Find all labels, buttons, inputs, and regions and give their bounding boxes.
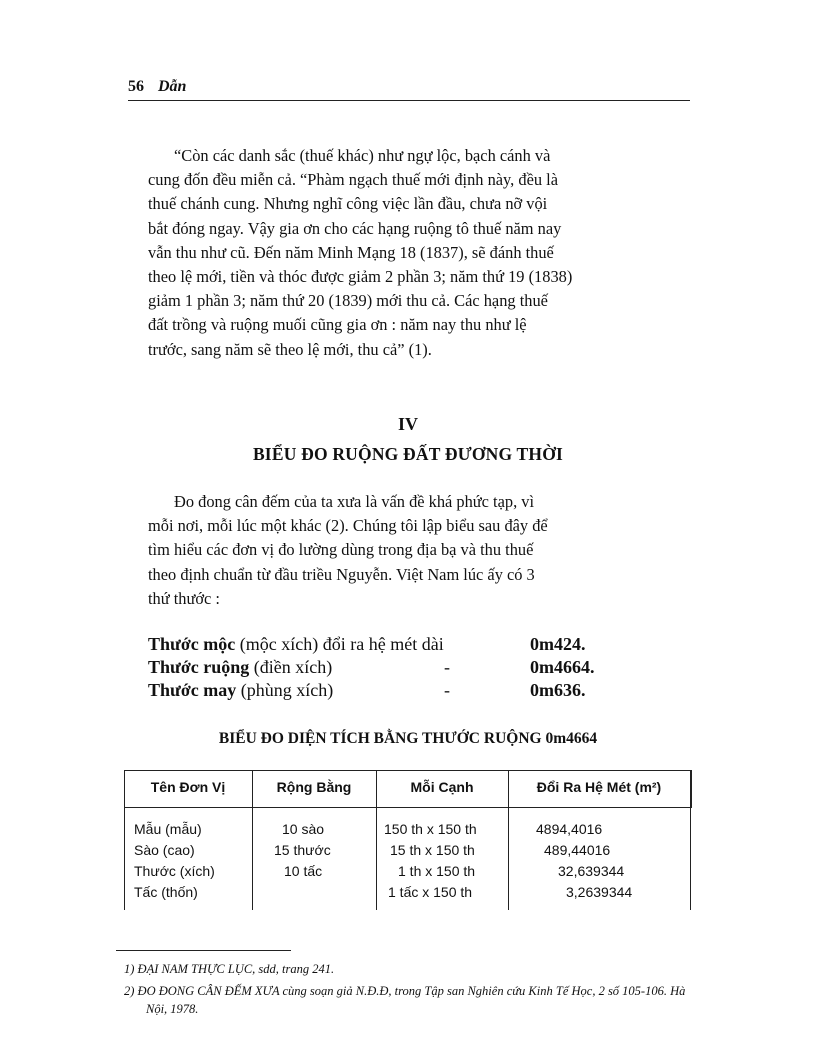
ruler-value: 0m424. [530,634,586,654]
ruler-name: Thước may [148,680,237,700]
ruler-row [148,680,628,703]
paragraph-line: thứ thước : [148,588,220,608]
table-cell: 1 th x 150 th [398,863,476,879]
table-cell: 1 tấc x 150 th [388,884,473,900]
ruler-value: 0m4664. [530,657,595,677]
footnote [124,960,696,978]
section-title: BIỂU ĐO RUỘNG ĐẤT ĐƯƠNG THỜI [252,444,564,464]
table-cell: 10 sào [282,821,325,837]
footnote-divider [116,950,291,951]
paragraph-line: theo lệ mới, tiền và thóc được giảm 2 phần 3; năm thứ 19 (1838) [148,267,573,287]
paragraph-line: cung đốn đều miễn cả. “Phàm ngạch thuế mới định này, đều là [148,170,558,190]
table-cell: 4894,4016 [536,821,603,837]
running-title: Dẫn [158,78,187,95]
table-cell: Sào (cao) [134,842,195,858]
table-cell: Mẫu (mẫu) [134,821,202,837]
table-cell: 10 tấc [284,863,323,879]
paragraph-line: vẫn thu như cũ. Đến năm Minh Mạng 18 (1837), sẽ đánh thuế [148,242,554,262]
table-cell: 489,44016 [544,842,611,858]
table-header-cell: Tên Đơn Vị [150,779,226,795]
table-cell: 150 th x 150 th [384,821,477,837]
table-cell: 32,639344 [558,863,625,879]
ruler-dash: - [444,680,450,700]
ruler-row [148,634,628,657]
table-cell: 15 th x 150 th [390,842,475,858]
paragraph-line: mỗi nơi, mỗi lúc một khác (2). Chúng tôi lập biểu sau đây để [148,516,548,536]
paragraph-line: trước, sang năm sẽ theo lệ mới, thu cả” (1). [148,339,432,359]
footnote-text: 2) ĐO ĐONG CÂN ĐẾM XƯA cùng soạn giả N.Đ.Đ, trong Tập san Nghiên cứu Kinh Tế Học, 2 số 105-106. Hà Nội, 1978. [124,984,686,1016]
paragraph-line: tìm hiểu các đơn vị đo lường dùng trong địa bạ và thu thuế [148,540,534,560]
paragraph-line: Đo đong cân đếm của ta xưa là vấn đề khá phức tạp, vì [174,492,535,511]
measurement-table [124,770,692,910]
table-header-cell: Rộng Bằng [276,779,352,795]
table-header-cell: Mỗi Cạnh [410,779,474,795]
ruler-name: Thước ruộng [148,657,250,677]
table-header-cell: Đổi Ra Hệ Mét (m²) [536,779,662,795]
ruler-name: Thước mộc [148,634,236,654]
table-cell: 3,2639344 [566,884,633,900]
table-title: BIỂU ĐO DIỆN TÍCH BẰNG THƯỚC RUỘNG 0m4664 [218,730,598,747]
ruler-row [148,657,628,680]
section-number: IV [397,414,418,434]
ruler-value: 0m636. [530,680,586,700]
table-divider [690,770,691,910]
table-cell: Thước (xích) [134,863,215,879]
table-cell: 15 thước [274,842,331,858]
paragraph-line: bắt đóng ngay. Vậy gia ơn cho các hạng ruộng tô thuế năm nay [148,218,562,238]
paragraph-line: theo định chuẩn từ đầu triều Nguyễn. Việt Nam lúc ấy có 3 [148,564,535,584]
paragraph-quote [148,144,696,362]
footnote-text: 1) ĐẠI NAM THỰC LỤC, sdd, trang 241. [124,962,335,976]
paragraph-line: giảm 1 phần 3; năm thứ 20 (1839) mới thu cả. Các hạng thuế [148,291,548,311]
ruler-dash: - [444,657,450,677]
paragraph-line: đất trồng và ruộng muối cũng gia ơn : năm nay thu như lệ [148,315,527,335]
footnote [124,982,696,1018]
paragraph-intro [148,490,696,611]
ruler-list [148,634,628,703]
ruler-desc: (mộc xích) đổi ra hệ mét dài [239,634,444,654]
table-cell: Tấc (thốn) [134,884,198,900]
page-header [128,76,690,101]
page-number: 56 [128,78,144,95]
ruler-desc: (điền xích) [253,657,333,677]
paragraph-line: thuế chánh cung. Nhưng nghĩ công việc lần đầu, chưa nỡ vội [148,194,548,214]
ruler-desc: (phùng xích) [240,680,334,700]
paragraph-line: “Còn các danh sắc (thuế khác) như ngự lộc, bạch cánh và [174,146,551,165]
